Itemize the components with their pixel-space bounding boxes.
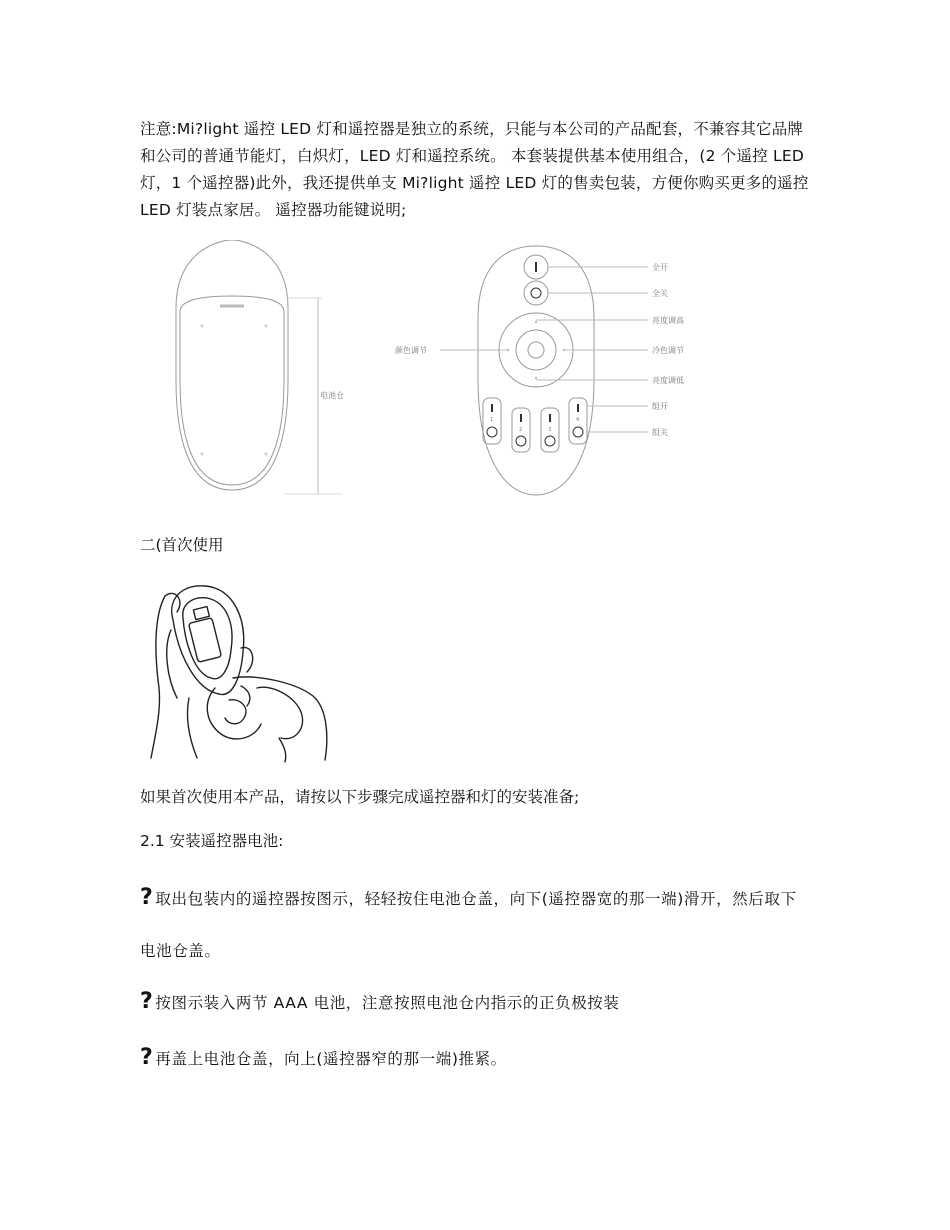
- remote-back-view: [176, 240, 342, 494]
- zone-number-4: 4: [576, 417, 580, 423]
- label-cool-color: 冷色调节: [652, 346, 684, 355]
- label-group-off: 组关: [652, 428, 668, 437]
- step-1-marker: ?: [140, 885, 154, 910]
- step-2-text: 按图示装入两节 AAA 电池，注意按照电池仓内指示的正负极按装: [155, 994, 620, 1012]
- remote-front-view: [440, 246, 648, 495]
- subsection-title: 2.1 安装遥控器电池:: [140, 832, 284, 850]
- step-3-marker: ?: [140, 1045, 154, 1070]
- lead-paragraph: 如果首次使用本产品，请按以下步骤完成遥控器和灯的安装准备;: [140, 788, 580, 806]
- step-3-text: 再盖上电池仓盖，向上(遥控器窄的那一端)推紧。: [155, 1050, 507, 1068]
- label-brightness-down: 亮度调低: [652, 376, 684, 385]
- step-1-text: 取出包装内的遥控器按图示，轻轻按住电池仓盖，向下(遥控器宽的那一端)滑开，然后取下电池仓盖。: [140, 890, 797, 960]
- step-2: [140, 976, 812, 1029]
- section-title: 二(首次使用: [140, 536, 224, 554]
- hands-illustration: [145, 578, 340, 767]
- label-color-adjust: 颜色调节: [395, 346, 427, 355]
- zone-number-1: 1: [490, 417, 494, 423]
- label-all-on: 全开: [652, 263, 668, 272]
- label-brightness-up: 亮度调高: [652, 316, 684, 325]
- zone-number-3: 3: [548, 427, 552, 433]
- label-group-on: 组开: [652, 402, 668, 411]
- step-3: [140, 1032, 812, 1085]
- label-all-off: 全关: [652, 289, 668, 298]
- step-1: [140, 872, 812, 977]
- zone-number-2: 2: [519, 427, 523, 433]
- remote-diagram: [170, 240, 710, 509]
- step-2-marker: ?: [140, 989, 154, 1014]
- battery-label: 电池仓: [320, 391, 344, 400]
- intro-paragraph: 注意:Mi?light 遥控 LED 灯和遥控器是独立的系统，只能与本公司的产品配套，不兼容其它品牌和公司的普通节能灯，白炽灯，LED 灯和遥控系统。 本套装提供基本使用组合，(2 个遥控 LED 灯，1 个遥控器)此外，我还提供单支 Mi?light 遥控 LED 灯的售卖包装，方便你购买更多的遥控 LED 灯装点家居。 遥控器功能键说明;: [140, 120, 809, 219]
